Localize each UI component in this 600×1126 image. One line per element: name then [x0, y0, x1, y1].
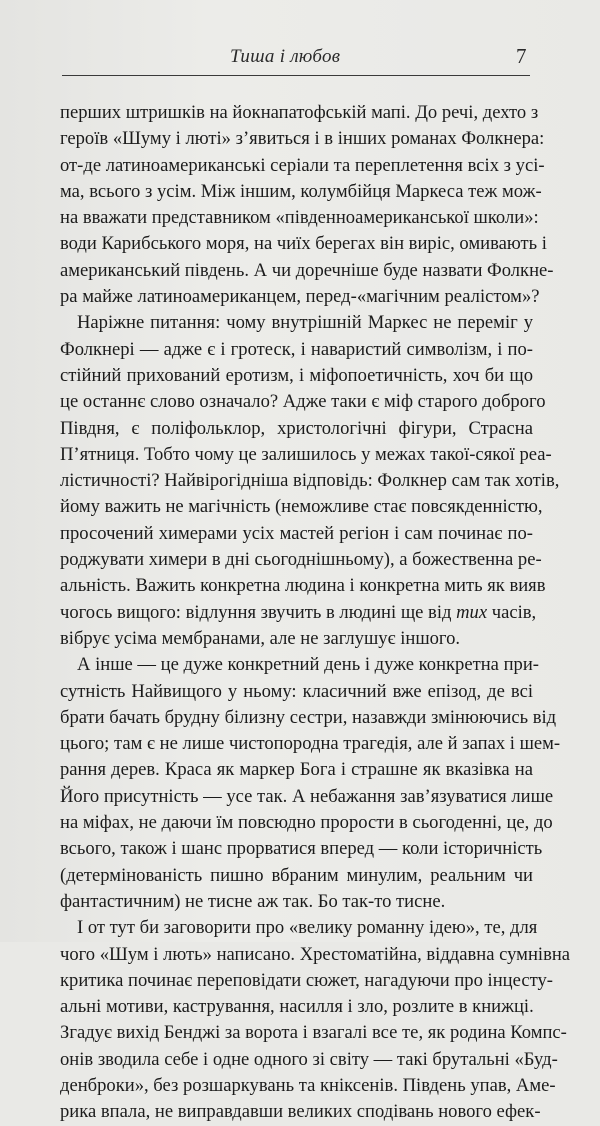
body-text — [60, 100, 571, 1126]
text-line: Наріжне питання: чому внутрішній Маркес не переміг у — [77, 312, 533, 334]
text-line: альні мотиви, кастрування, насилля і зло, розлите в книжці. — [60, 996, 534, 1018]
page-header — [0, 38, 600, 78]
italic-word: тих — [456, 601, 488, 623]
text-line: лістичності? Найвірогідніша відповідь: Фолкнер сам так хотів, — [60, 470, 560, 492]
text-line: сутність Найвищого у ньому: класичний вже епізод, де всі — [60, 680, 533, 702]
text-line — [60, 600, 537, 626]
text-line: йому важить не магічність (неможливе стає повсякденністю, — [60, 496, 543, 518]
text-line: на міфах, не даючи їм повсюдно прорости в сьогоденні, це, до — [60, 812, 553, 834]
text-line: води Карибського моря, на чиїх берегах він виріс, омивають і — [60, 233, 547, 255]
text-line: рання дерев. Краса як маркер Бога і страшне як вказівка на — [60, 759, 533, 781]
text-line: альність. Важить конкретна людина і конкретна мить як вияв — [60, 575, 546, 597]
text-line: І от тут би заговорити про «велику романну ідею», те, для — [77, 917, 538, 939]
text-line: онів зводила себе і одне одного зі світу — такі брутальні «Буд- — [60, 1048, 558, 1070]
text-line: фантастичним) не тисне аж так. Бо так-то тисне. — [60, 890, 446, 912]
text-line: всього, також і шанс прорватися вперед — коли історичність — [60, 838, 543, 860]
text-line: героїв «Шуму і люті» з’явиться і в інших романах Фолкнера: — [60, 128, 545, 150]
running-title: Тиша і любов — [230, 46, 341, 67]
text-line: Півдня, є поліфольклор, христологічні фігури, Страсна — [60, 417, 533, 439]
text-line: вібрує усіма мембранами, але не заглушує іншого. — [60, 627, 461, 649]
text-line: П’ятниця. Тобто чому це залишилось у межах такої-сякої реа- — [60, 443, 552, 465]
text-line: Згадує вихід Бенджі за ворота і взагалі все те, як родина Компс- — [60, 1022, 567, 1044]
text-line: роджувати химери в дні сьогоднішньому), а божественна ре- — [60, 549, 542, 571]
text-line: брати бачать брудну білизну сестри, назавжди змінюючись від — [60, 706, 557, 728]
text-line: денброки», без розшаркувань та кніксенів. Південь упав, Аме- — [60, 1074, 556, 1096]
text-line: (детермінованість пишно вбраним минулим, реальним чи — [60, 864, 533, 886]
text-line: чого «Шум і лють» написано. Хрестоматійна, віддавна сумнівна — [60, 943, 571, 965]
text-line: критика починає переповідати сюжет, нагадуючи про інцесту- — [60, 969, 553, 991]
text-line: стійний прихований еротизм, і міфопоетичність, хоч би що — [60, 364, 533, 386]
text-line: на вважати представником «південноамериканської школи»: — [60, 207, 539, 229]
text-line: цього; там є не лише чистопородна трагедія, але й запах і шем- — [60, 733, 561, 755]
text-line: ра майже латиноамериканцем, перед-«магічним реалістом»? — [60, 286, 540, 308]
text-line: ма, всього з усім. Між іншим, колумбійця Маркеса теж мож- — [60, 180, 542, 202]
text-line: просочений химерами усіх мастей регіон і сам починає по- — [60, 522, 533, 544]
text-line: це останнє слово означало? Адже таки є міф старого доброго — [60, 391, 546, 413]
text-line: от-де латиноамериканські серіали та переплетення всіх з усі- — [60, 154, 545, 176]
header-rule — [62, 75, 530, 76]
text-segment: часів, — [487, 601, 537, 623]
text-line: перших штришків на йокнапатофській мапі. До речі, дехто з — [60, 102, 539, 123]
text-line: А інше — це дуже конкретний день і дуже конкретна при- — [77, 654, 539, 676]
text-line: Фолкнері — адже є і гротеск, і наваристий символізм, і по- — [60, 338, 533, 360]
text-segment: чогось вищого: відлуння звучить в людині ще від — [60, 601, 457, 623]
page-number: 7 — [516, 44, 527, 68]
text-line: американський південь. А чи доречніше буде назвати Фолкне- — [60, 259, 554, 281]
text-line: Його присутність — усе так. А небажання зав’язуватися лише — [60, 785, 554, 807]
text-line: рика впала, не виправдавши великих сподівань нового ефек- — [60, 1101, 541, 1123]
